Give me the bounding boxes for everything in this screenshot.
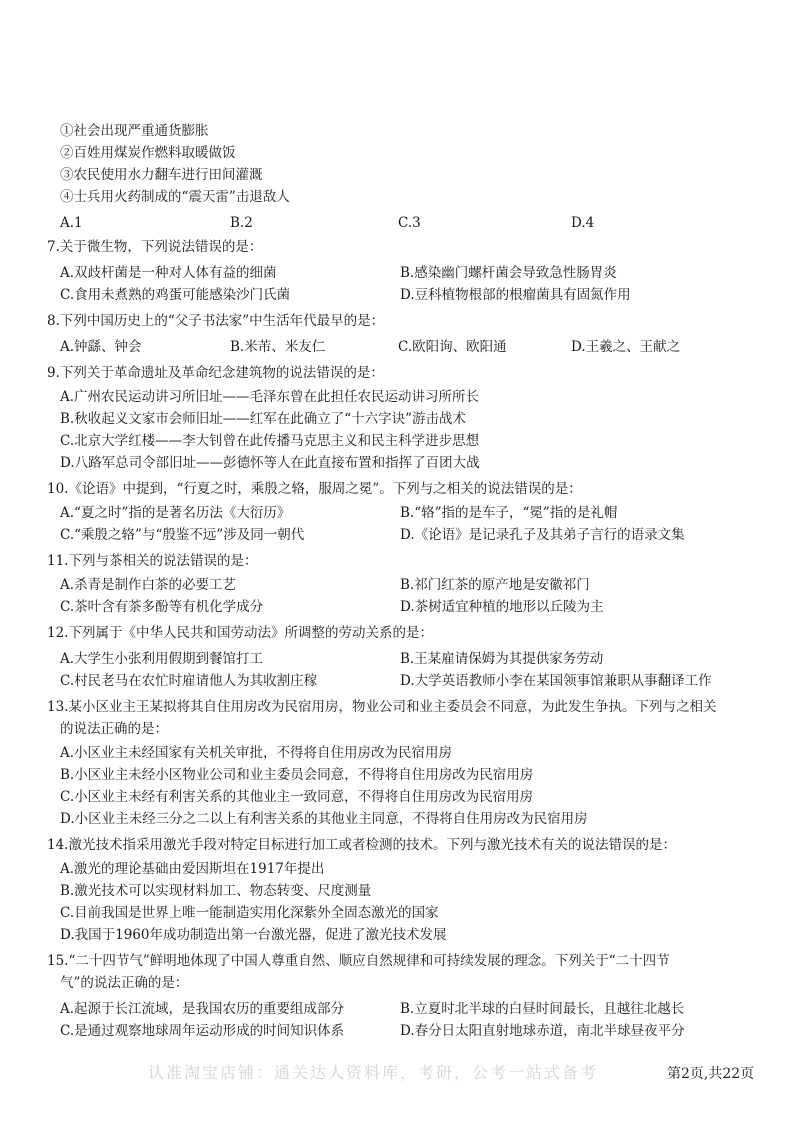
q7-stem: 7.关于微生物，下列说法错误的是： — [47, 239, 263, 255]
q8-option-c: C.欧阳询、欧阳通 — [398, 339, 507, 355]
q13-stem-line-2: 的说法正确的是： — [60, 721, 168, 737]
q15-option-c: C.是通过观察地球周年运动形成的时间知识体系 — [60, 1023, 345, 1039]
q6-item-3: ③农民使用水力翻车进行田间灌溉 — [60, 167, 263, 183]
q8-option-b: B.米芾、米友仁 — [230, 339, 326, 355]
q9-option-a: A.广州农民运动讲习所旧址——毛泽东曾在此担任农民运动讲习所所长 — [60, 389, 480, 405]
q14-option-d: D.我国于1960年成功制造出第一台激光器，促进了激光技术发展 — [60, 927, 447, 943]
q15-option-a: A.起源于长江流域，是我国农历的重要组成部分 — [60, 1001, 345, 1017]
q6-item-2: ②百姓用煤炭作燃料取暖做饭 — [60, 145, 236, 161]
q13-option-c: C.小区业主未经有利害关系的其他业主一致同意，不得将自住用房改为民宿用房 — [60, 789, 534, 805]
q6-option-c: C.3 — [398, 215, 421, 231]
q13-stem-line-1: 13.某小区业主王某拟将其自住用房改为民宿用房，物业公司和业主委员会不同意，为此发生争执。下列与之相关 — [47, 699, 717, 715]
q11-option-d: D.茶树适宜种植的地形以丘陵为主 — [400, 599, 604, 615]
q14-option-c: C.目前我国是世界上唯一能制造实用化深紫外全固态激光的国家 — [60, 905, 439, 921]
q12-option-c: C.村民老马在农忙时雇请他人为其收割庄稼 — [60, 673, 318, 689]
q6-item-4: ④士兵用火药制成的“震天雷”击退敌人 — [60, 189, 290, 205]
q14-option-a: A.激光的理论基础由爱因斯坦在1917年提出 — [60, 861, 325, 877]
page-number: 第2页,共22页 — [667, 1066, 755, 1082]
q6-option-b: B.2 — [230, 215, 253, 231]
q14-stem: 14.激光技术指采用激光手段对特定目标进行加工或者检测的技术。下列与激光技术有关的说法错误的是： — [47, 837, 676, 853]
q12-option-a: A.大学生小张利用假期到餐馆打工 — [60, 651, 264, 667]
q10-option-c: C.“乘殷之辂”与“殷鉴不远”涉及同一朝代 — [60, 527, 305, 543]
q12-option-d: D.大学英语教师小李在某国领事馆兼职从事翻译工作 — [400, 673, 712, 689]
q15-option-b: B.立夏时北半球的白昼时间最长，且越往北越长 — [400, 1001, 685, 1017]
q15-stem-line-2: 气”的说法正确的是： — [60, 975, 189, 991]
q7-option-d: D.豆科植物根部的根瘤菌具有固氮作用 — [400, 287, 631, 303]
q7-option-b: B.感染幽门螺杆菌会导致急性肠胃炎 — [400, 265, 617, 281]
q6-option-d: D.4 — [571, 215, 595, 231]
q6-item-1: ①社会出现严重通货膨胀 — [60, 123, 209, 139]
q15-stem-line-1: 15.“二十四节气”鲜明地体现了中国人尊重自然、顺应自然规律和可持续发展的理念。下列关于“二十四节 — [47, 953, 670, 969]
q13-option-d: D.小区业主未经三分之二以上有利害关系的其他业主同意，不得将自住用房改为民宿用房 — [60, 811, 588, 827]
q7-option-c: C.食用未煮熟的鸡蛋可能感染沙门氏菌 — [60, 287, 291, 303]
q8-stem: 8.下列中国历史上的“父子书法家”中生活年代最早的是： — [47, 313, 385, 329]
q9-stem: 9.下列关于革命遗址及革命纪念建筑物的说法错误的是： — [47, 365, 384, 381]
q15-option-d: D.春分日太阳直射地球赤道，南北半球昼夜平分 — [400, 1023, 685, 1039]
q11-option-c: C.茶叶含有茶多酚等有机化学成分 — [60, 599, 264, 615]
q13-option-a: A.小区业主未经国家有关机关审批，不得将自住用房改为民宿用房 — [60, 745, 453, 761]
q14-option-b: B.激光技术可以实现材料加工、物态转变、尺度测量 — [60, 883, 372, 899]
q12-option-b: B.王某雇请保姆为其提供家务劳动 — [400, 651, 604, 667]
q10-option-b: B.“辂”指的是车子，“冕”指的是礼帽 — [400, 505, 618, 521]
q10-stem: 10.《论语》中提到，“行夏之时，乘殷之辂，服周之冕”。下列与之相关的说法错误的是： — [47, 481, 582, 497]
q8-option-a: A.钟繇、钟会 — [60, 339, 142, 355]
q9-option-d: D.八路军总司令部旧址——彭德怀等人在此直接布置和指挥了百团大战 — [60, 455, 480, 471]
q7-option-a: A.双歧杆菌是一种对人体有益的细菌 — [60, 265, 277, 281]
q8-option-d: D.王羲之、王献之 — [571, 339, 681, 355]
q11-stem: 11.下列与茶相关的说法错误的是： — [47, 553, 258, 569]
q13-option-b: B.小区业主未经小区物业公司和业主委员会同意，不得将自住用房改为民宿用房 — [60, 767, 534, 783]
q9-option-c: C.北京大学红楼——李大钊曾在此传播马克思主义和民主科学进步思想 — [60, 433, 480, 449]
q12-stem: 12.下列属于《中华人民共和国劳动法》所调整的劳动关系的是： — [47, 625, 433, 641]
q9-option-b: B.秋收起义文家市会师旧址——红军在此确立了“十六字诀”游击战术 — [60, 411, 467, 427]
q10-option-a: A.“夏之时”指的是著名历法《大衍历》 — [60, 505, 291, 521]
q11-option-a: A.杀青是制作白茶的必要工艺 — [60, 577, 237, 593]
shop-watermark: 认准淘宝店铺：通关达人资料库，考研，公考一站式备考 — [148, 1063, 599, 1082]
q6-option-a: A.1 — [60, 215, 83, 231]
q10-option-d: D.《论语》是记录孔子及其弟子言行的语录文集 — [400, 527, 685, 543]
q11-option-b: B.祁门红茶的原产地是安徽祁门 — [400, 577, 590, 593]
